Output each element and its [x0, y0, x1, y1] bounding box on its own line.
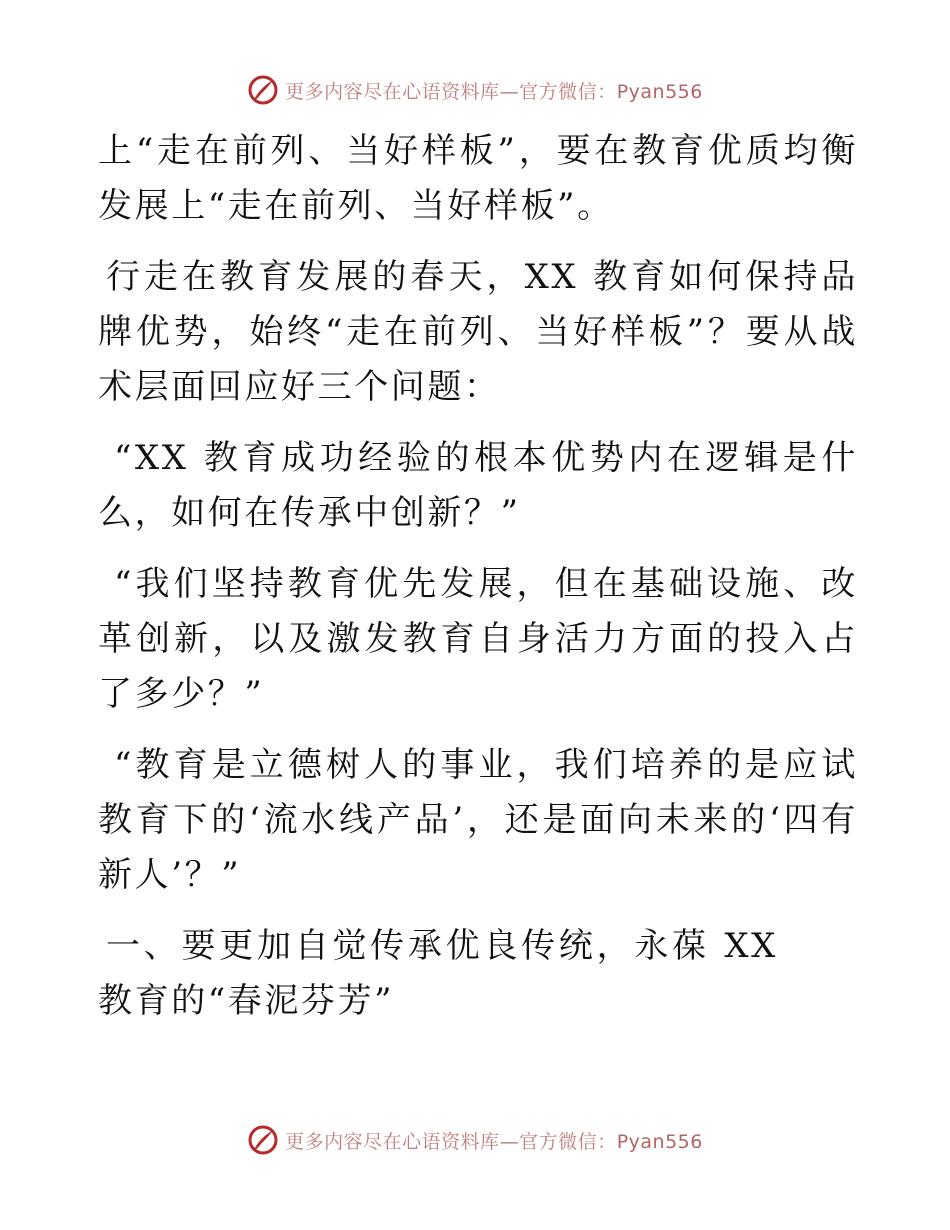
paragraph-2: 行走在教育发展的春天，XX 教育如何保持品牌优势，始终“走在前列、当好样板”？要从战术层面回应好三个问题： [98, 257, 858, 407]
paragraph-5: “教育是立德树人的事业，我们培养的是应试教育下的‘流水线产品’，还是面向未来的‘四有新人’？” [98, 745, 858, 895]
paragraph-1: 上“走在前列、当好样板”，要在教育优质均衡发展上“走在前列、当好样板”。 [98, 131, 858, 226]
document-body [98, 124, 858, 1045]
quill-logo-icon [247, 1124, 279, 1156]
banner-wechat-label: 官方微信： [519, 1130, 617, 1153]
banner-wechat-label: 官方微信： [519, 80, 617, 103]
banner-text [285, 1127, 703, 1154]
banner-wechat-id: Pyan556 [616, 80, 703, 103]
quill-logo-icon [247, 74, 279, 106]
section-heading-1: 一、要更加自觉传承优良传统，永葆 XX 教育的“春泥芬芳” [98, 926, 778, 1021]
header-watermark-banner [0, 70, 950, 110]
footer-watermark-banner [0, 1120, 950, 1160]
banner-wechat-id: Pyan556 [616, 1130, 703, 1153]
paragraph-4: “我们坚持教育优先发展，但在基础设施、改革创新，以及激发教育自身活力方面的投入占了多少？” [98, 564, 858, 714]
banner-title: 更多内容尽在心语资料库 [285, 80, 500, 103]
banner-title: 更多内容尽在心语资料库 [285, 1130, 500, 1153]
banner-separator: — [499, 80, 520, 103]
banner-separator: — [499, 1130, 520, 1153]
banner-text [285, 77, 703, 104]
paragraph-3: “XX 教育成功经验的根本优势内在逻辑是什么，如何在传承中创新？” [98, 438, 858, 533]
